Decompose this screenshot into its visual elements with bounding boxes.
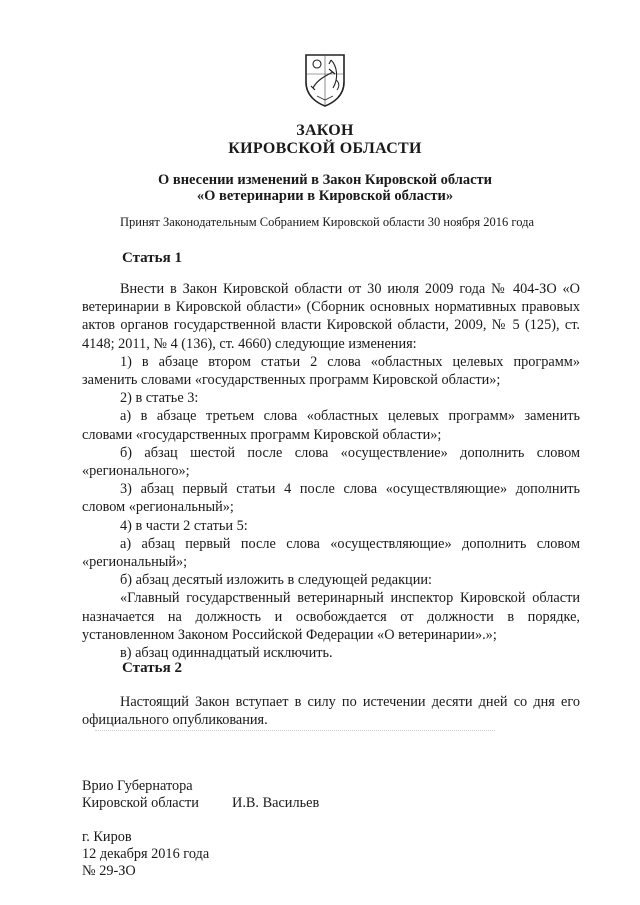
article1-paragraph: 1) в абзаце втором статьи 2 слова «областных целевых программ» заменить словами «государственных программ Кировской области»; <box>82 353 580 389</box>
article1-paragraph: в) абзац одиннадцатый исключить. <box>120 645 333 662</box>
article2-heading: Статья 2 <box>122 660 182 676</box>
article2-body <box>82 693 580 729</box>
article1-paragraph: б) абзац шестой после слова «осуществление» дополнить словом «регионального»; <box>82 444 580 480</box>
signatory-title: Врио Губернатора <box>82 778 193 794</box>
scan-artifact-divider <box>95 730 495 735</box>
article1-body <box>82 280 580 662</box>
article1-paragraph: 4) в части 2 статьи 5: <box>120 517 248 534</box>
adoption-note: Принят Законодательным Собранием Кировской области 30 ноября 2016 года <box>120 215 535 229</box>
article2-paragraph: Настоящий Закон вступает в силу по истечении десяти дней со дня его официального опубликования. <box>82 694 580 729</box>
signatory-name: И.В. Васильев <box>232 795 320 811</box>
article1-paragraph: 3) абзац первый статьи 4 после слова «осуществляющие» дополнить словом «региональный»; <box>82 481 580 516</box>
law-subtitle <box>60 172 590 204</box>
law-title-line1: ЗАКОН <box>296 122 354 139</box>
article1-paragraph: а) абзац первый после слова «осуществляющие» дополнить словом «региональный»; <box>82 535 580 571</box>
law-title <box>60 122 590 158</box>
signatory-region: Кировской области <box>82 795 199 811</box>
article1-heading: Статья 1 <box>122 250 182 266</box>
place-of-signing: г. Киров <box>82 829 132 845</box>
article1-paragraph: 2) в статье 3: <box>120 390 199 407</box>
law-subtitle-line2: «О ветеринарии в Кировской области» <box>196 188 454 204</box>
article1-paragraph: Внести в Закон Кировской области от 30 июля 2009 года № 404-ЗО «О ветеринарии в Кировской области» (Сборник основных нормативных правовых актов органов государственной власти Кировской области, 2009, № 5 (125), ст. 4148; 2011, № 4 (136), ст. 4660) следующие изменения: <box>82 281 580 352</box>
article1-paragraph: а) в абзаце третьем слова «областных целевых программ» заменить словами «государственных программ Кировской области»; <box>82 408 580 443</box>
law-title-line2: КИРОВСКОЙ ОБЛАСТИ <box>228 140 422 157</box>
law-number: № 29-ЗО <box>82 863 136 879</box>
signing-date: 12 декабря 2016 года <box>82 846 210 862</box>
article1-paragraph: «Главный государственный ветеринарный инспектор Кировской области назначается на должность и освобождается от должности в порядке, установленном Законом Российской Федерации «О ветеринарии».»; <box>82 590 580 643</box>
article1-paragraph: б) абзац десятый изложить в следующей редакции: <box>120 572 432 589</box>
kirov-coat-of-arms-icon <box>303 52 347 108</box>
law-subtitle-line1: О внесении изменений в Закон Кировской области <box>157 172 493 188</box>
